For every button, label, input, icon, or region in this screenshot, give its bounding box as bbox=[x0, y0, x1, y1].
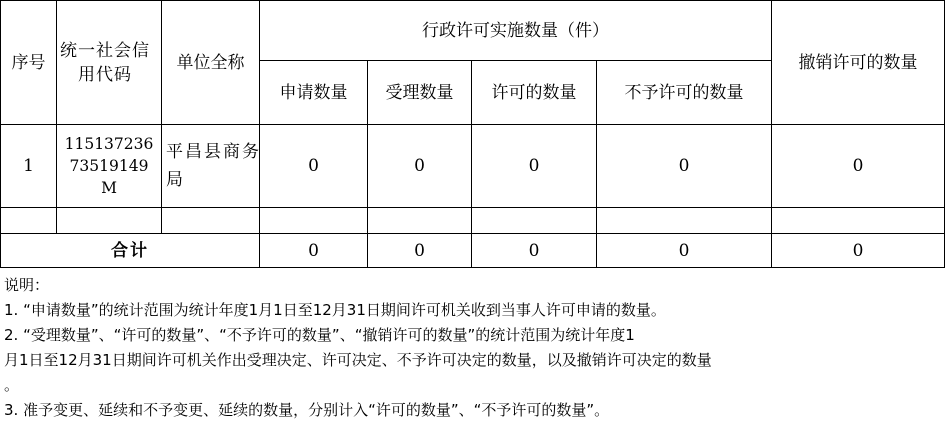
header-credit-code bbox=[57, 1, 162, 125]
notes-title: 说明： bbox=[4, 276, 50, 294]
cell-credit-code bbox=[57, 125, 162, 208]
total-row bbox=[1, 234, 945, 268]
total-applications: 0 bbox=[260, 234, 368, 268]
total-revoked: 0 bbox=[772, 234, 945, 268]
cell-unit-name bbox=[162, 125, 260, 208]
note-line-3: 3. 准予变更、延续和不予变更、延续的数量，分别计入“许可的数量”、“不予许可的数量”。 bbox=[4, 401, 610, 419]
empty-row bbox=[1, 208, 945, 234]
empty-cell bbox=[597, 208, 772, 234]
total-permitted: 0 bbox=[472, 234, 597, 268]
header-implementation-group: 行政许可实施数量（件） bbox=[260, 1, 772, 61]
header-permitted: 许可的数量 bbox=[472, 61, 597, 125]
empty-cell bbox=[368, 208, 472, 234]
note-line-2c: 。 bbox=[4, 376, 20, 394]
empty-cell bbox=[260, 208, 368, 234]
cell-not-permitted: 0 bbox=[597, 125, 772, 208]
header-accepted: 受理数量 bbox=[368, 61, 472, 125]
header-not-permitted: 不予许可的数量 bbox=[597, 61, 772, 125]
note-line-2b: 月1日至12月31日期间许可机关作出受理决定、许可决定、不予许可决定的数量，以及撤销许可决定的数量 bbox=[4, 351, 712, 369]
header-row-1 bbox=[1, 1, 945, 61]
empty-cell bbox=[772, 208, 945, 234]
header-applications: 申请数量 bbox=[260, 61, 368, 125]
cell-permitted: 0 bbox=[472, 125, 597, 208]
empty-cell bbox=[472, 208, 597, 234]
credit-code-value: 11513723673519149M bbox=[64, 135, 154, 197]
empty-cell bbox=[1, 208, 57, 234]
header-credit-code-text: 统一社会信用代码 bbox=[60, 40, 150, 85]
unit-name-value: 平昌县商务局 bbox=[166, 142, 261, 190]
header-seq: 序号 bbox=[1, 1, 57, 125]
header-revoked: 撤销许可的数量 bbox=[772, 1, 945, 125]
empty-cell bbox=[162, 208, 260, 234]
total-label: 合计 bbox=[1, 234, 260, 268]
note-line-1: 1. “申请数量”的统计范围为统计年度1月1日至12月31日期间许可机关收到当事人许可申请的数量。 bbox=[4, 301, 666, 319]
total-not-permitted: 0 bbox=[597, 234, 772, 268]
notes-section bbox=[4, 273, 942, 423]
cell-revoked: 0 bbox=[772, 125, 945, 208]
empty-cell bbox=[57, 208, 162, 234]
total-accepted: 0 bbox=[368, 234, 472, 268]
header-unit-name: 单位全称 bbox=[162, 1, 260, 125]
cell-applications: 0 bbox=[260, 125, 368, 208]
table-row bbox=[1, 125, 945, 208]
note-line-2a: 2. “受理数量”、“许可的数量”、“不予许可的数量”、“撤销许可的数量”的统计范围为统计年度1 bbox=[4, 326, 635, 344]
cell-accepted: 0 bbox=[368, 125, 472, 208]
cell-seq: 1 bbox=[1, 125, 57, 208]
